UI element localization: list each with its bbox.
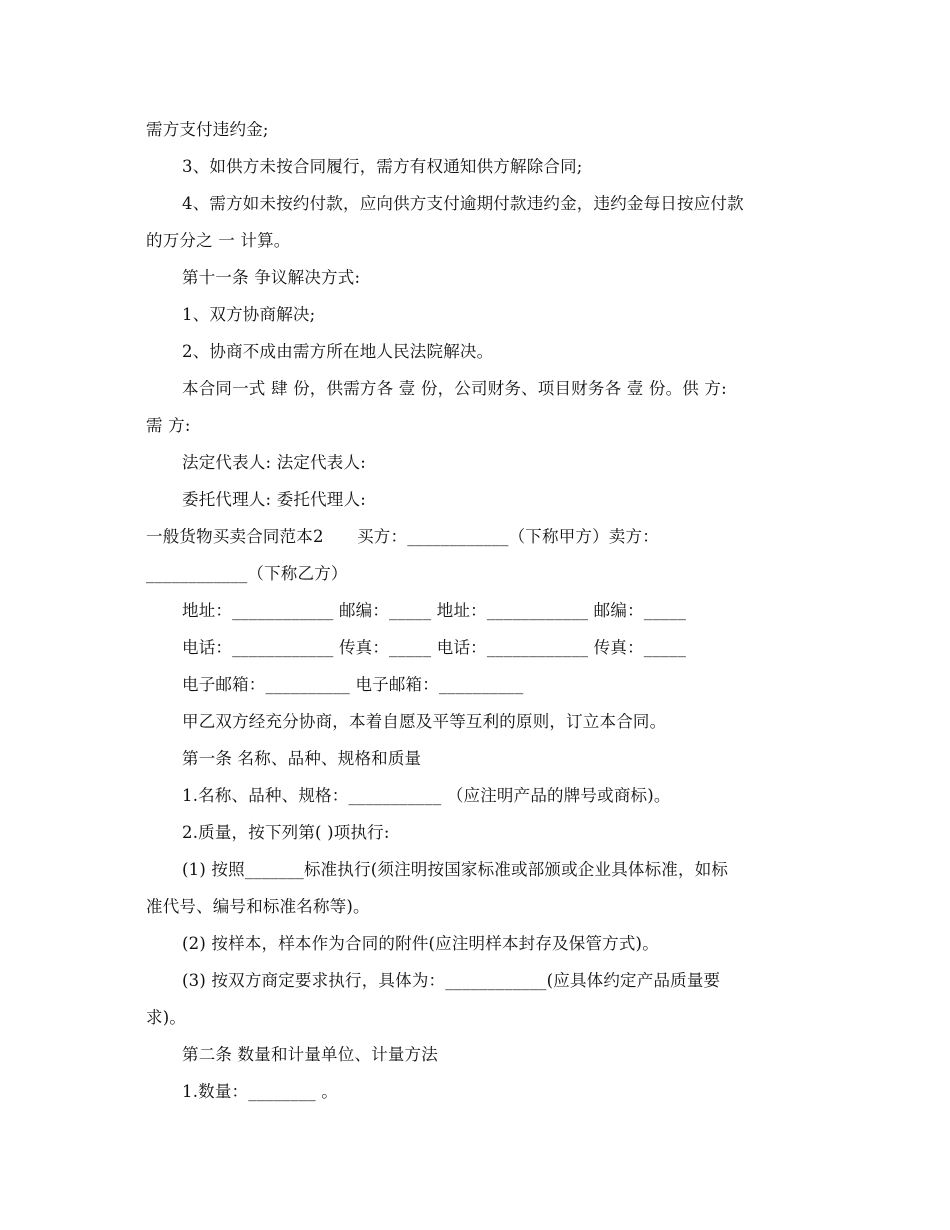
email-line: 电子邮箱：__________ 电子邮箱：__________ xyxy=(182,675,524,694)
text-line-24: (3) 按双方商定要求执行，具体为：____________(应具体约定产品质量要 xyxy=(182,971,721,990)
agent-line: 委托代理人: 委托代理人: xyxy=(182,490,366,509)
legal-representative-line: 法定代表人: 法定代表人: xyxy=(182,453,366,472)
text-line-1: 需方支付违约金; xyxy=(146,120,269,139)
address-line: 地址：____________ 邮编：_____ 地址：____________ 邮编：_____ xyxy=(182,601,687,620)
text-line-13: ____________（下称乙方） xyxy=(146,564,348,583)
text-line-4: 的万分之 一 计算。 xyxy=(146,231,291,250)
text-line-23: (2) 按样本，样本作为合同的附件(应注明样本封存及保管方式)。 xyxy=(182,934,659,953)
text-line-19: 1.名称、品种、规格：___________ （应注明产品的牌号或商标)。 xyxy=(182,786,671,805)
article-11-heading: 第十一条 争议解决方式: xyxy=(182,268,361,287)
text-line-9: 需 方: xyxy=(146,416,191,435)
contract-template-title: 一般货物买卖合同范本2 买方：____________（下称甲方）卖方： xyxy=(146,527,659,546)
text-line-6: 1、双方协商解决; xyxy=(182,305,316,324)
text-line-8: 本合同一式 肆 份，供需方各 壹 份，公司财务、项目财务各 壹 份。供 方: xyxy=(182,379,727,398)
article-2-heading: 第二条 数量和计量单位、计量方法 xyxy=(182,1045,438,1064)
text-line-2: 3、如供方未按合同履行，需方有权通知供方解除合同; xyxy=(182,157,583,176)
article-1-heading: 第一条 名称、品种、规格和质量 xyxy=(182,749,422,768)
phone-line: 电话：____________ 传真：_____ 电话：____________ 传真：_____ xyxy=(182,638,687,657)
text-line-7: 2、协商不成由需方所在地人民法院解决。 xyxy=(182,342,494,361)
text-line-20: 2.质量，按下列第( )项执行: xyxy=(182,823,390,842)
text-line-22: 准代号、编号和标准名称等)。 xyxy=(146,897,370,916)
text-line-27: 1.数量：________ 。 xyxy=(182,1082,338,1101)
text-line-25: 求)。 xyxy=(146,1008,187,1027)
text-line-21: (1) 按照_______标准执行(须注明按国家标准或部颁或企业具体标准，如标 xyxy=(182,860,729,879)
text-line-3: 4、需方如未按约付款，应向供方支付逾期付款违约金，违约金每日按应付款 xyxy=(182,194,744,213)
text-line-17: 甲乙双方经充分协商，本着自愿及平等互利的原则，订立本合同。 xyxy=(182,712,667,731)
